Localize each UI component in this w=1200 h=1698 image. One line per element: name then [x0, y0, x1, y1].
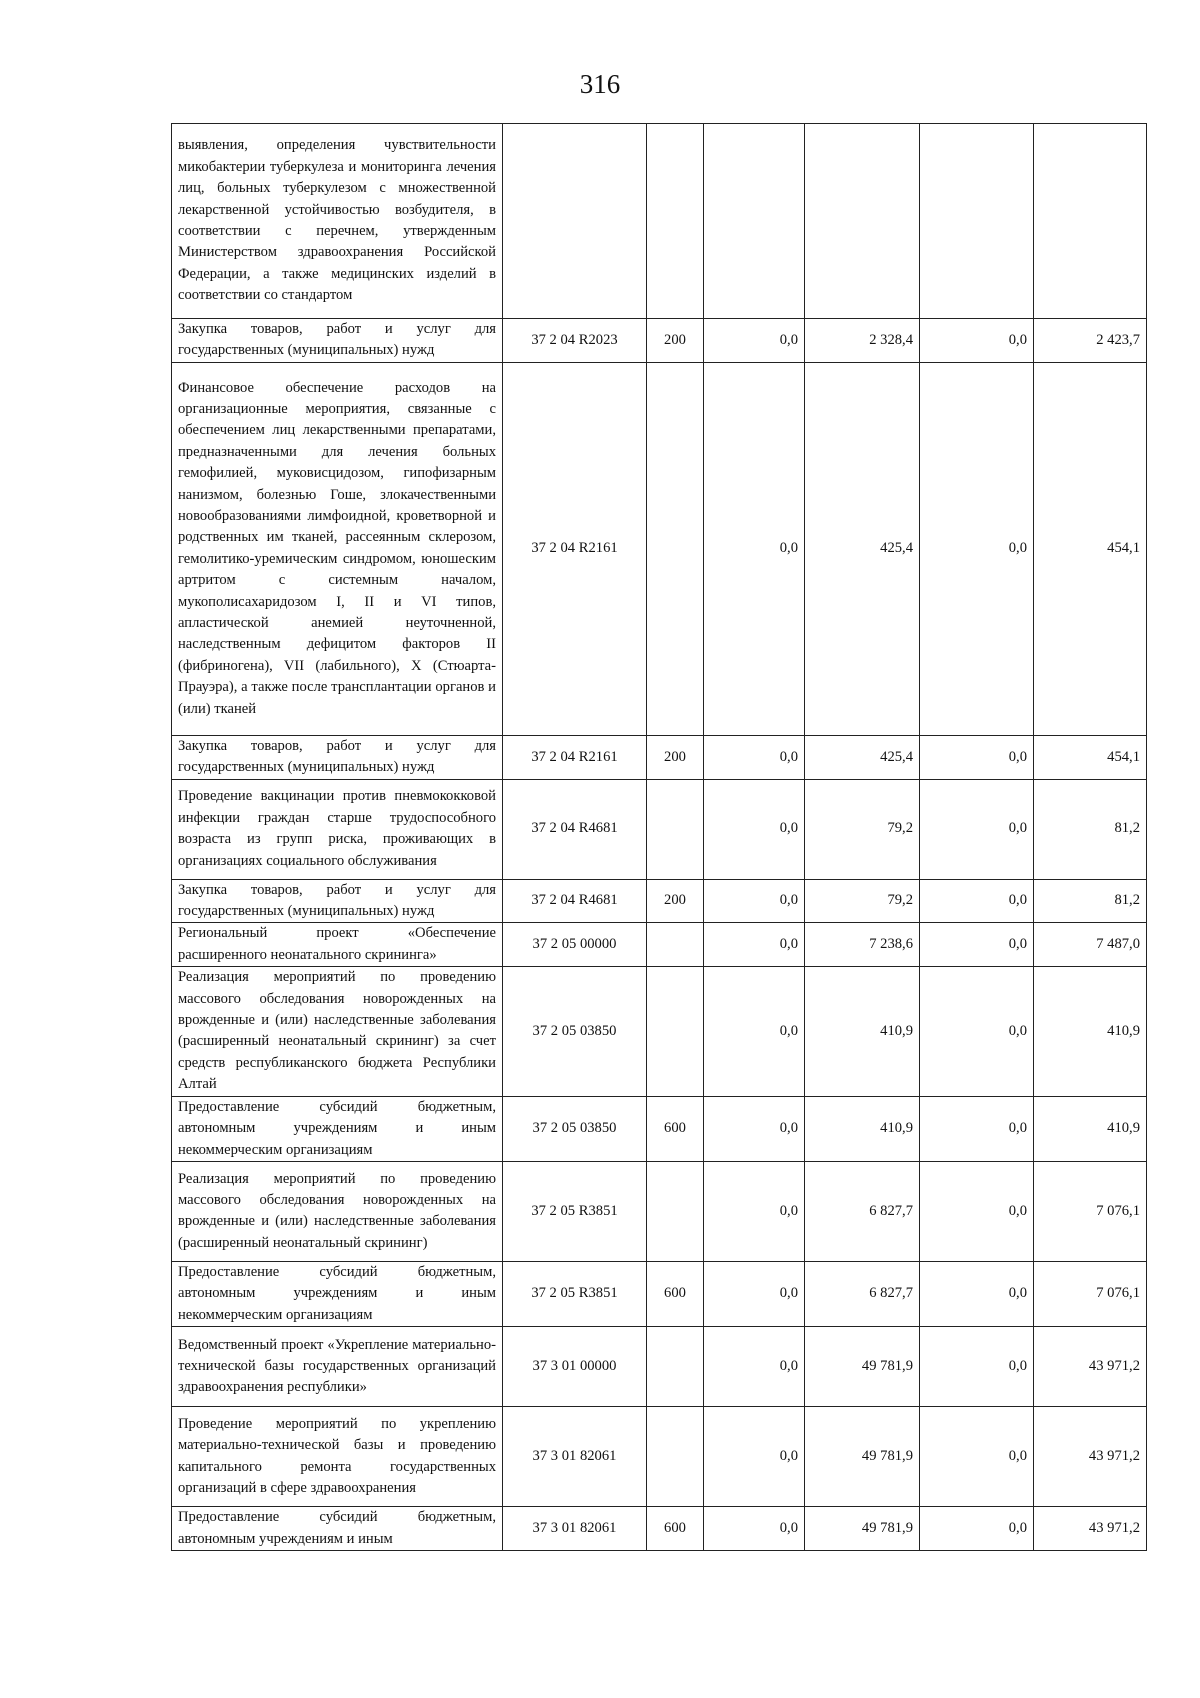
- expense-type-cell: 200: [647, 879, 704, 923]
- table-row: [172, 319, 1147, 363]
- amount-4-cell: 410,9: [1034, 967, 1147, 1096]
- amount-3-cell: 0,0: [920, 967, 1034, 1096]
- target-article-cell: 37 3 01 82061: [503, 1507, 647, 1551]
- amount-4-cell: 454,1: [1034, 735, 1147, 779]
- amount-1-cell: 0,0: [704, 1261, 805, 1326]
- target-article-cell: 37 2 04 R4681: [503, 779, 647, 879]
- expense-type-cell: 200: [647, 735, 704, 779]
- target-article-cell: 37 2 05 03850: [503, 1096, 647, 1161]
- amount-1-cell: 0,0: [704, 1327, 805, 1407]
- expense-type-cell: [647, 967, 704, 1096]
- amount-4-cell: 81,2: [1034, 879, 1147, 923]
- table-row: [172, 362, 1147, 735]
- amount-4-cell: 81,2: [1034, 779, 1147, 879]
- amount-1-cell: [704, 124, 805, 319]
- row-name-cell: Предоставление субсидий бюджетным, автономным учреждениям и иным: [172, 1507, 503, 1551]
- amount-3-cell: 0,0: [920, 1261, 1034, 1326]
- row-name-cell: Реализация мероприятий по проведению массового обследования новорожденных на врожденные и (или) наследственные заболевания (расширенный неонатальный скрининг): [172, 1161, 503, 1261]
- amount-1-cell: 0,0: [704, 779, 805, 879]
- amount-3-cell: 0,0: [920, 1507, 1034, 1551]
- table-row: [172, 1327, 1147, 1407]
- row-name-cell: Реализация мероприятий по проведению массового обследования новорожденных на врожденные и (или) наследственные заболевания (расширенный неонатальный скрининг) за счет средств республиканского бюджета Республики Алтай: [172, 967, 503, 1096]
- amount-4-cell: 43 971,2: [1034, 1327, 1147, 1407]
- amount-2-cell: 79,2: [805, 779, 920, 879]
- amount-3-cell: 0,0: [920, 879, 1034, 923]
- expense-type-cell: [647, 923, 704, 967]
- amount-2-cell: 410,9: [805, 1096, 920, 1161]
- expense-type-cell: 600: [647, 1096, 704, 1161]
- table-row: [172, 779, 1147, 879]
- amount-1-cell: 0,0: [704, 1407, 805, 1507]
- amount-4-cell: 2 423,7: [1034, 319, 1147, 363]
- expense-type-cell: 600: [647, 1261, 704, 1326]
- amount-2-cell: 6 827,7: [805, 1261, 920, 1326]
- amount-3-cell: 0,0: [920, 735, 1034, 779]
- table-row: [172, 1096, 1147, 1161]
- amount-4-cell: 43 971,2: [1034, 1407, 1147, 1507]
- row-name-cell: Проведение вакцинации против пневмококковой инфекции граждан старше трудоспособного возраста из групп риска, проживающих в организациях социального обслуживания: [172, 779, 503, 879]
- amount-3-cell: 0,0: [920, 1407, 1034, 1507]
- row-name-cell: выявления, определения чувствительности микобактерии туберкулеза и мониторинга лечения лиц, больных туберкулезом с множественной лекарственной устойчивостью возбудителя, в соответствии с перечнем, утвержденным Министерством здравоохранения Российской Федерации, а также медицинских изделий в соответствии со стандартом: [172, 124, 503, 319]
- amount-2-cell: 425,4: [805, 735, 920, 779]
- row-name-cell: Предоставление субсидий бюджетным, автономным учреждениям и иным некоммерческим организациям: [172, 1261, 503, 1326]
- amount-2-cell: 49 781,9: [805, 1507, 920, 1551]
- amount-3-cell: 0,0: [920, 1096, 1034, 1161]
- target-article-cell: 37 2 05 R3851: [503, 1161, 647, 1261]
- amount-1-cell: 0,0: [704, 1507, 805, 1551]
- row-name-cell: Проведение мероприятий по укреплению материально-технической базы и проведению капитального ремонта государственных организаций в сфере здравоохранения: [172, 1407, 503, 1507]
- amount-3-cell: 0,0: [920, 1161, 1034, 1261]
- budget-table-body: [172, 124, 1147, 1551]
- amount-2-cell: 2 328,4: [805, 319, 920, 363]
- table-row: [172, 879, 1147, 923]
- amount-2-cell: 79,2: [805, 879, 920, 923]
- amount-1-cell: 0,0: [704, 879, 805, 923]
- target-article-cell: 37 2 04 R2161: [503, 362, 647, 735]
- amount-4-cell: 454,1: [1034, 362, 1147, 735]
- target-article-cell: 37 3 01 00000: [503, 1327, 647, 1407]
- expense-type-cell: [647, 1161, 704, 1261]
- expense-type-cell: [647, 124, 704, 319]
- amount-3-cell: [920, 124, 1034, 319]
- table-row: [172, 124, 1147, 319]
- target-article-cell: 37 3 01 82061: [503, 1407, 647, 1507]
- amount-1-cell: 0,0: [704, 1096, 805, 1161]
- amount-4-cell: 410,9: [1034, 1096, 1147, 1161]
- table-row: [172, 1507, 1147, 1551]
- amount-1-cell: 0,0: [704, 319, 805, 363]
- table-row: [172, 967, 1147, 1096]
- amount-4-cell: [1034, 124, 1147, 319]
- row-name-cell: Финансовое обеспечение расходов на организационные мероприятия, связанные с обеспечением лиц лекарственными препаратами, предназначенными для лечения больных гемофилией, муковисцидозом, гипофизарным нанизмом, болезнью Гоше, злокачественными новообразованиями лимфоидной, кроветворной и родственных им тканей, рассеянным склерозом, гемолитико-уремическим синдромом, юношеским артритом с системным началом, мукополисахаридозом I, II и VI типов, апластической анемией неуточненной, наследственным дефицитом факторов II (фибриногена), VII (лабильного), X (Стюарта-Прауэра), а также после трансплантации органов и (или) тканей: [172, 362, 503, 735]
- table-row: [172, 923, 1147, 967]
- target-article-cell: 37 2 04 R4681: [503, 879, 647, 923]
- amount-4-cell: 7 076,1: [1034, 1161, 1147, 1261]
- amount-3-cell: 0,0: [920, 362, 1034, 735]
- amount-2-cell: 49 781,9: [805, 1327, 920, 1407]
- row-name-cell: Ведомственный проект «Укрепление материально-технической базы государственных организаций здравоохранения республики»: [172, 1327, 503, 1407]
- row-name-cell: Предоставление субсидий бюджетным, автономным учреждениям и иным некоммерческим организациям: [172, 1096, 503, 1161]
- row-name-cell: Закупка товаров, работ и услуг для государственных (муниципальных) нужд: [172, 735, 503, 779]
- target-article-cell: 37 2 05 R3851: [503, 1261, 647, 1326]
- amount-4-cell: 7 076,1: [1034, 1261, 1147, 1326]
- amount-4-cell: 43 971,2: [1034, 1507, 1147, 1551]
- amount-3-cell: 0,0: [920, 923, 1034, 967]
- target-article-cell: 37 2 05 00000: [503, 923, 647, 967]
- amount-1-cell: 0,0: [704, 923, 805, 967]
- amount-1-cell: 0,0: [704, 1161, 805, 1261]
- target-article-cell: [503, 124, 647, 319]
- expense-type-cell: 200: [647, 319, 704, 363]
- amount-3-cell: 0,0: [920, 1327, 1034, 1407]
- amount-1-cell: 0,0: [704, 735, 805, 779]
- target-article-cell: 37 2 04 R2161: [503, 735, 647, 779]
- target-article-cell: 37 2 04 R2023: [503, 319, 647, 363]
- expense-type-cell: [647, 779, 704, 879]
- amount-2-cell: 410,9: [805, 967, 920, 1096]
- amount-1-cell: 0,0: [704, 362, 805, 735]
- row-name-cell: Закупка товаров, работ и услуг для государственных (муниципальных) нужд: [172, 319, 503, 363]
- table-row: [172, 1261, 1147, 1326]
- row-name-cell: Закупка товаров, работ и услуг для государственных (муниципальных) нужд: [172, 879, 503, 923]
- amount-2-cell: 425,4: [805, 362, 920, 735]
- expense-type-cell: [647, 1327, 704, 1407]
- expense-type-cell: [647, 1407, 704, 1507]
- table-row: [172, 735, 1147, 779]
- page-number: 316: [579, 69, 621, 99]
- amount-2-cell: 49 781,9: [805, 1407, 920, 1507]
- table-row: [172, 1407, 1147, 1507]
- amount-3-cell: 0,0: [920, 319, 1034, 363]
- amount-3-cell: 0,0: [920, 779, 1034, 879]
- amount-4-cell: 7 487,0: [1034, 923, 1147, 967]
- row-name-cell: Региональный проект «Обеспечение расширенного неонатального скрининга»: [172, 923, 503, 967]
- amount-2-cell: 6 827,7: [805, 1161, 920, 1261]
- expense-type-cell: 600: [647, 1507, 704, 1551]
- amount-2-cell: 7 238,6: [805, 923, 920, 967]
- table-row: [172, 1161, 1147, 1261]
- expense-type-cell: [647, 362, 704, 735]
- target-article-cell: 37 2 05 03850: [503, 967, 647, 1096]
- amount-1-cell: 0,0: [704, 967, 805, 1096]
- budget-table: [171, 123, 1147, 1551]
- amount-2-cell: [805, 124, 920, 319]
